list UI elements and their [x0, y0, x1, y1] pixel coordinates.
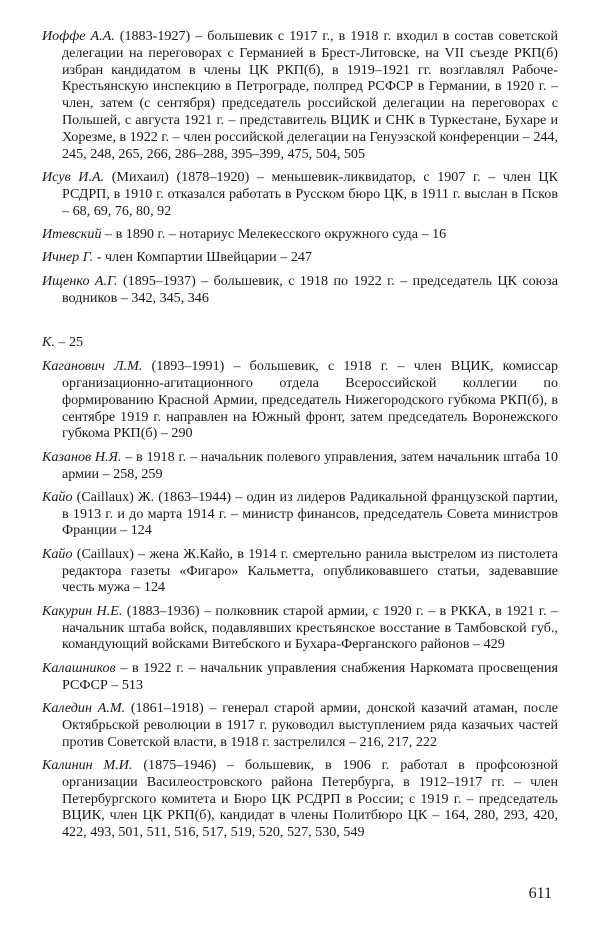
index-entry — [42, 660, 558, 694]
entry-text: (Caillaux) Ж. (1863–1944) – один из лидеров Радикальной французской партии, в 1913 г. и до марта 1914 г. – министр финансов, председатель Совета министров Франции – 124 — [62, 488, 558, 539]
index-entry — [42, 603, 558, 653]
index-entry — [42, 757, 558, 841]
index-entry — [42, 249, 558, 266]
index-entry — [42, 700, 558, 750]
entry-name: Кайо — [42, 488, 73, 505]
entry-text: (1895–1937) – большевик, с 1918 по 1922 г. – председатель ЦК союза водников – 342, 345, 346 — [62, 272, 559, 306]
section-k-heading — [42, 334, 558, 351]
index-entry — [42, 489, 558, 539]
index-page — [42, 28, 558, 848]
entry-text: – в 1922 г. – начальник управления снабжения Наркомата просвещения РСФСР – 513 — [62, 659, 558, 693]
entry-text: (1875–1946) – большевик, в 1906 г. работал в профсоюзной организации Василеостровского района Петербурга, в 1912–1917 гг. – член Петербургского комитета и Бюро ЦК РСДРП в России; с 1919 г. – председатель ВЦИК, член ЦК РКП(б), кандидат в члены Политбюро ЦК – 164, 280, 293, 420, 422, 493, 501, 511, 516, 517, 519, 520, 527, 530, 549 — [62, 757, 558, 841]
section-name: К. — [42, 334, 55, 351]
entry-name: Казанов Н.Я. — [42, 448, 122, 465]
entry-text: – в 1890 г. – нотариус Мелекесского окружного суда – 16 — [101, 225, 447, 242]
entry-text: (Михаил) (1878–1920) – меньшевик-ликвидатор, с 1907 г. – член ЦК РСДРП, в 1910 г. отказался работать в Русском бюро ЦК, в 1911 г. выслан в Псков – 68, 69, 76, 80, 92 — [62, 168, 558, 219]
entry-name: Каледин А.М. — [42, 700, 126, 717]
entry-text: (1861–1918) – генерал старой армии, донской казачий атаман, после Октябрьской революции в 1917 г. руководил выступлением ряда казачьих частей против Советской власти, в 1918 г. застрелился – 216, 217, 222 — [62, 700, 558, 750]
entry-text: (1883-1927) – большевик с 1917 г., в 1918 г. входил в состав советской делегации на переговорах с Германией в Брест-Литовске, на VII съезде РКП(б) избран кандидатом в члены ЦК РКП(б), в 1919–1921 гг. возглавлял Рабоче-Крестьянскую инспекцию в Петрограде, полпред РСФСР в Германии, в 1920 г. – член, затем (с сентября) председатель российской делегации на переговорах с Польшей, с августа 1921 г. – представитель ВЦИК и СНК в Туркестане, Бухаре и Хорезме, в 1922 г. – член российской делегации на Генуэзской конференции – 244, 245, 248, 265, 266, 286–288, 395–399, 475, 504, 505 — [62, 28, 558, 162]
entry-name: Иоффе А.А. — [42, 28, 115, 44]
entry-name: Калашников — [42, 659, 116, 676]
entry-text: (Caillaux) – жена Ж.Кайо, в 1914 г. смертельно ранила выстрелом из пистолета редактора газеты «Фигаро» Кальметта, опубликовавшего статьи, задевавшие честь мужа – 124 — [62, 545, 558, 596]
index-entry — [42, 226, 558, 243]
entry-name: Исув И.А. — [42, 168, 105, 185]
entry-text: (1883–1936) – полковник старой армии, с 1920 г. – в РККА, в 1921 г. – начальник штаба войск, подавлявших крестьянское восстание в Тамбовской губ., командующий войсками Витебского и Бухара-Ферганского районов – 429 — [62, 602, 558, 653]
index-entry — [42, 358, 558, 442]
index-entry — [42, 28, 558, 162]
entry-name: Кайо — [42, 545, 73, 562]
entry-text: – в 1918 г. – начальник полевого управления, затем начальник штаба 10 армии – 258, 259 — [62, 448, 558, 482]
entry-text: - член Компартии Швейцарии – 247 — [93, 249, 312, 266]
index-entry — [42, 273, 558, 307]
page-number: 611 — [528, 885, 552, 902]
index-entry — [42, 449, 558, 483]
entry-name: Ищенко А.Г. — [42, 272, 118, 289]
entry-name: Ичнер Г. — [42, 249, 94, 266]
entry-name: Калинин М.И. — [42, 757, 133, 774]
entry-name: Итевский — [42, 225, 102, 242]
entry-text: (1893–1991) – большевик, с 1918 г. – член ВЦИК, комиссар организационно-агитационного отдела Всероссийской коллегии по формированию Красной Армии, председатель Нижегородского губкома РКП(б), в сентябре 1919 г. направлен на Южный фронт, затем председатель Воронежского губкома РКП(б) – 290 — [62, 358, 558, 442]
index-entry — [42, 546, 558, 596]
index-entry — [42, 169, 558, 219]
entry-name: Какурин Н.Е. — [42, 602, 123, 619]
entry-name: Каганович Л.М. — [42, 358, 143, 375]
section-text: – 25 — [54, 334, 84, 351]
